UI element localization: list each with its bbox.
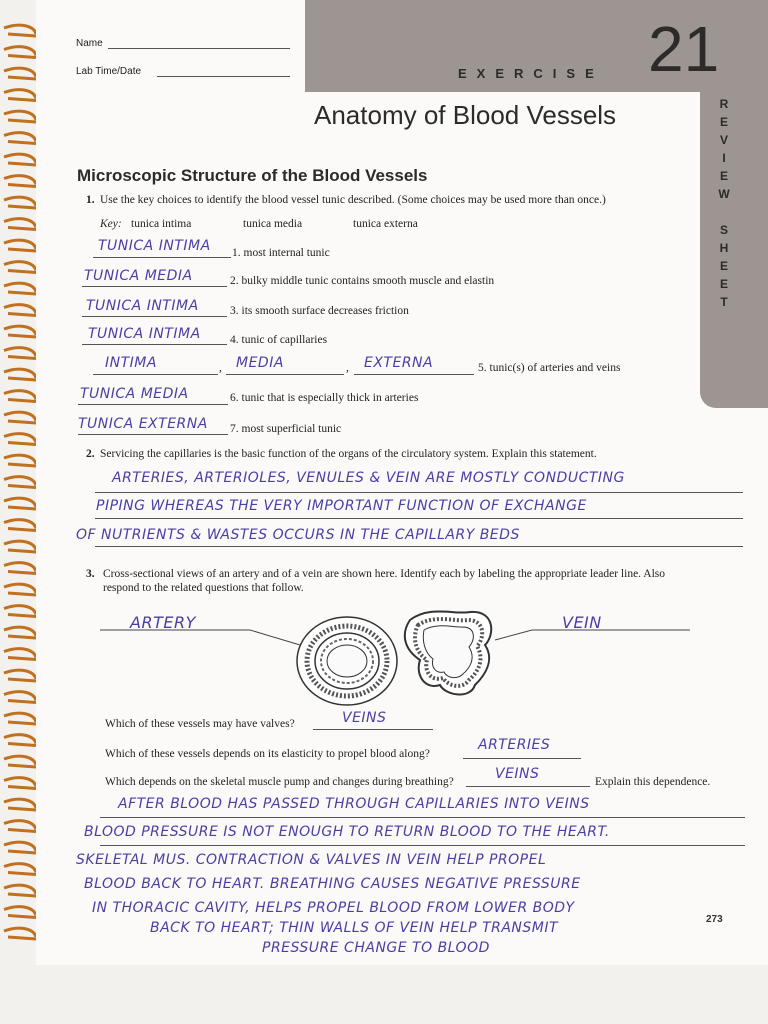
spiral-coil (4, 907, 36, 918)
spiral-coil (4, 563, 36, 574)
q1-item5-answer[interactable]: INTIMA (105, 355, 157, 371)
spiral-coil (4, 348, 36, 359)
answer-line (82, 286, 227, 287)
q3-answer-line[interactable]: BLOOD PRESSURE IS NOT ENOUGH TO RETURN BLOOD TO THE HEART. (84, 824, 610, 840)
spiral-binding (0, 20, 40, 960)
q1-item-text: 7. most superficial tunic (230, 423, 342, 435)
answer-line (78, 434, 228, 435)
muscle-pump-answer[interactable]: VEINS (495, 766, 540, 782)
spiral-coil (4, 283, 36, 294)
spiral-coil (4, 477, 36, 488)
spiral-coil (4, 756, 36, 767)
answer-line (100, 845, 745, 846)
q3-answer-line[interactable]: PRESSURE CHANGE TO BLOOD (262, 940, 490, 956)
comma: , (219, 362, 222, 374)
spiral-coil (4, 369, 36, 380)
q1-number: 1. (86, 194, 95, 206)
answer-line (93, 257, 231, 258)
lab-time-label: Lab Time/Date (76, 66, 142, 77)
q1-item-text: 2. bulky middle tunic contains smooth muscle and elastin (230, 275, 495, 287)
key-choice: tunica media (243, 218, 303, 230)
answer-line (226, 374, 344, 375)
key-choice: tunica externa (353, 218, 418, 230)
spiral-coil (4, 133, 36, 144)
answer-line (463, 758, 581, 759)
spiral-coil (4, 25, 36, 36)
page-title: Anatomy of Blood Vessels (314, 100, 617, 130)
exercise-word: EXERCISE (458, 66, 604, 81)
spiral-coil (4, 735, 36, 746)
section-title: Microscopic Structure of the Blood Vessels (77, 166, 428, 185)
spiral-coil (4, 864, 36, 875)
spiral-coil (4, 885, 36, 896)
spiral-coil (4, 305, 36, 316)
name-line[interactable] (108, 48, 290, 49)
answer-line (95, 546, 743, 547)
key-choice: tunica intima (131, 218, 192, 230)
valves-question: Which of these vessels may have valves? (105, 718, 295, 730)
spiral-coil (4, 541, 36, 552)
q1-item5-answer[interactable]: EXTERNA (364, 355, 434, 371)
spiral-coil (4, 240, 36, 251)
q1-answer[interactable]: TUNICA INTIMA (86, 298, 199, 314)
q3-answer-line[interactable]: BLOOD BACK TO HEART. BREATHING CAUSES NEGATIVE PRESSURE (84, 876, 581, 892)
comma: , (346, 362, 349, 374)
q1-item5-answer[interactable]: MEDIA (236, 355, 284, 371)
spiral-coil (4, 219, 36, 230)
answer-line (93, 374, 218, 375)
exercise-number: 21 (648, 13, 720, 85)
q2-number: 2. (86, 448, 95, 460)
spiral-coil (4, 520, 36, 531)
spiral-coil (4, 606, 36, 617)
spiral-coil (4, 111, 36, 122)
q3-number: 3. (86, 568, 95, 580)
answer-line (95, 492, 743, 493)
answer-line (82, 316, 227, 317)
q1-key-label: Key: (100, 218, 122, 230)
spiral-coil (4, 90, 36, 101)
answer-line (466, 786, 590, 787)
valves-answer[interactable]: VEINS (342, 710, 387, 726)
spiral-coil (4, 799, 36, 810)
q1-answer[interactable]: TUNICA MEDIA (80, 386, 189, 402)
q1-item-text: 5. tunic(s) of arteries and veins (478, 362, 621, 374)
vein-label[interactable]: VEIN (562, 613, 602, 632)
vessel-diagram (100, 600, 700, 710)
q2-prompt: Servicing the capillaries is the basic function of the organs of the circulatory system. Explain this statement. (100, 448, 597, 460)
q1-answer[interactable]: TUNICA EXTERNA (78, 416, 208, 432)
spiral-coil (4, 928, 36, 939)
spiral-coil (4, 455, 36, 466)
q3-answer-line[interactable]: AFTER BLOOD HAS PASSED THROUGH CAPILLARIES INTO VEINS (118, 796, 590, 812)
vein-leader-line (495, 630, 532, 640)
review-sheet-label: R E V I E W S H E E T (718, 97, 730, 309)
spiral-coil (4, 778, 36, 789)
answer-line (100, 817, 745, 818)
q1-prompt: Use the key choices to identify the blood vessel tunic described. (Some choices may be used more than once.) (100, 194, 606, 206)
q2-answer-line[interactable]: OF NUTRIENTS & WASTES OCCURS IN THE CAPILLARY BEDS (76, 527, 520, 543)
page-number: 273 (706, 914, 723, 925)
elasticity-question: Which of these vessels depends on its elasticity to propel blood along? (105, 748, 430, 760)
spiral-coil (4, 821, 36, 832)
q3-prompt: Cross-sectional views of an artery and of a vein are shown here. Identify each by labeling the appropriate leader line. Also (103, 568, 666, 580)
spiral-coil (4, 692, 36, 703)
lab-time-line[interactable] (157, 76, 290, 77)
spiral-coil (4, 670, 36, 681)
vein-cross-section (405, 611, 491, 694)
q1-answer[interactable]: TUNICA INTIMA (88, 326, 201, 342)
title-card (36, 92, 700, 492)
spiral-coil (4, 412, 36, 423)
muscle-pump-question: Which depends on the skeletal muscle pump and changes during breathing? (105, 776, 454, 788)
spiral-coil (4, 649, 36, 660)
spiral-coil (4, 197, 36, 208)
q3-answer-line[interactable]: IN THORACIC CAVITY, HELPS PROPEL BLOOD FROM LOWER BODY (92, 900, 575, 916)
spiral-coil (4, 627, 36, 638)
q1-item-text: 1. most internal tunic (232, 247, 330, 259)
answer-line (313, 729, 433, 730)
explain-label: Explain this dependence. (595, 776, 711, 788)
spiral-coil (4, 498, 36, 509)
answer-line (95, 518, 743, 519)
q1-item-text: 6. tunic that is especially thick in arteries (230, 392, 419, 404)
q1-item-text: 3. its smooth surface decreases friction (230, 305, 409, 317)
spiral-coil (4, 326, 36, 337)
q1-answer[interactable]: TUNICA MEDIA (84, 268, 193, 284)
spiral-coil (4, 154, 36, 165)
spiral-coil (4, 584, 36, 595)
q2-answer-line[interactable]: PIPING WHEREAS THE VERY IMPORTANT FUNCTION OF EXCHANGE (96, 498, 587, 514)
spiral-coil (4, 434, 36, 445)
q3-answer-line[interactable]: SKELETAL MUS. CONTRACTION & VALVES IN VEIN HELP PROPEL (76, 852, 547, 868)
elasticity-answer[interactable]: ARTERIES (478, 737, 551, 753)
q2-answer-line[interactable]: ARTERIES, ARTERIOLES, VENULES & VEIN ARE MOSTLY CONDUCTING (112, 470, 625, 486)
name-label: Name (76, 38, 103, 49)
q1-item-text: 4. tunic of capillaries (230, 334, 328, 346)
spiral-coil (4, 391, 36, 402)
answer-line (354, 374, 474, 375)
q3-prompt: respond to the related questions that follow. (103, 582, 304, 594)
q1-answer[interactable]: TUNICA INTIMA (98, 238, 211, 254)
spiral-coil (4, 47, 36, 58)
spiral-coil (4, 68, 36, 79)
q3-answer-line[interactable]: BACK TO HEART; THIN WALLS OF VEIN HELP TRANSMIT (150, 920, 559, 936)
artery-cross-section (297, 617, 397, 705)
artery-leader-line (250, 630, 300, 645)
spiral-coil (4, 176, 36, 187)
spiral-coil (4, 262, 36, 273)
artery-label[interactable]: ARTERY (130, 613, 196, 632)
answer-line (78, 404, 228, 405)
spiral-coil (4, 713, 36, 724)
answer-line (82, 344, 227, 345)
spiral-coil (4, 842, 36, 853)
